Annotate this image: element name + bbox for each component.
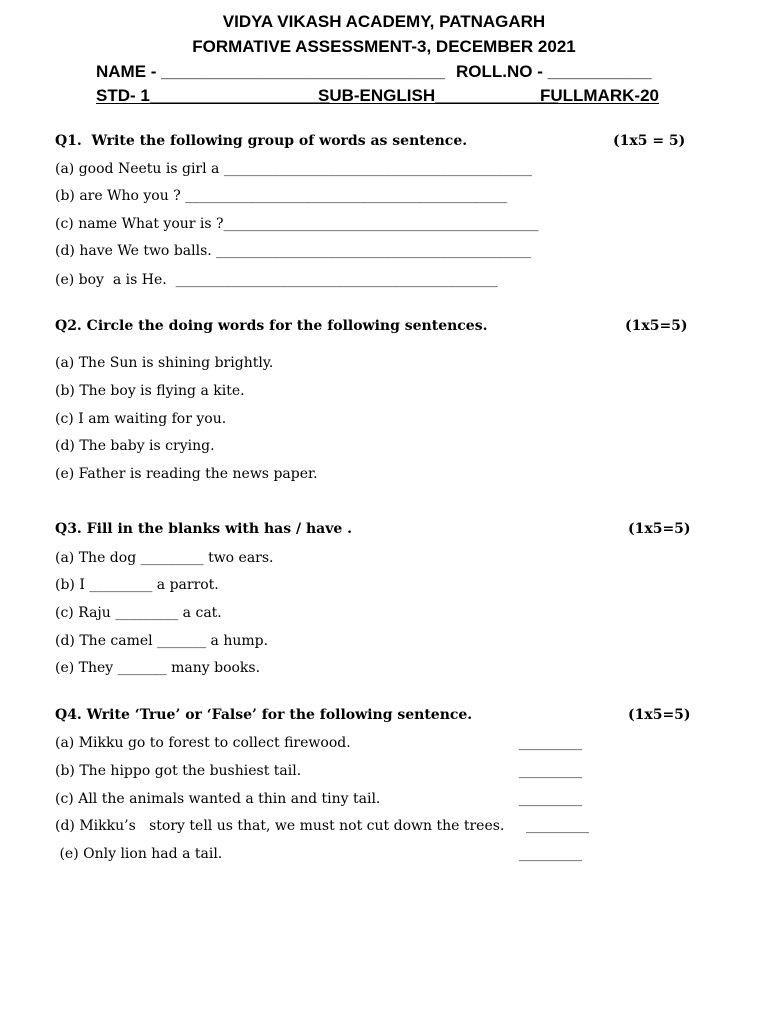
q1-title: Q1. Write the following group of words as sentence. (55, 133, 468, 149)
q2-item-e: (e) Father is reading the news paper. (55, 466, 318, 482)
q4-blank-c: _________ (519, 791, 582, 807)
q4-item-b: (b) The hippo got the bushiest tail. (55, 763, 302, 779)
q4-item-d: (d) Mikku’s story tell us that, we must not cut down the trees. (55, 818, 505, 834)
name-blank: ______________________________ (161, 62, 445, 81)
q3-title: Q3. Fill in the blanks with has / have . (55, 521, 352, 537)
q3-item-d: (d) The camel _______ a hump. (55, 633, 269, 649)
q4-item-e: (e) Only lion had a tail. (55, 846, 223, 862)
q2-item-a: (a) The Sun is shining brightly. (55, 355, 274, 371)
q3-marks: (1x5=5) (628, 521, 691, 537)
q4-blank-e: _________ (519, 846, 582, 862)
q4-blank-b: _________ (519, 763, 582, 779)
q1-item-b: (b) are Who you ? ______________________________________________ (55, 188, 508, 204)
name-field (96, 62, 445, 82)
roll-label: ROLL.NO - (456, 62, 548, 81)
std-label: STD- 1___________________ (96, 86, 330, 105)
roll-blank: ___________ (547, 62, 652, 81)
exam-title: FORMATIVE ASSESSMENT-3, DECEMBER 2021 (192, 37, 576, 56)
q3-item-a: (a) The dog _________ two ears. (55, 550, 274, 566)
q3-item-c: (c) Raju _________ a cat. (55, 605, 222, 621)
q4-title: Q4. Write ‘True’ or ‘False’ for the following sentence. (55, 707, 473, 723)
q1-item-c: (c) name What your is ?_____________________________________________ (55, 216, 539, 232)
q1-item-a: (a) good Neetu is girl a ____________________________________________ (55, 161, 532, 177)
q1-marks: (1x5 = 5) (613, 133, 686, 149)
q2-item-b: (b) The boy is flying a kite. (55, 383, 245, 399)
q2-title: Q2. Circle the doing words for the following sentences. (55, 318, 488, 334)
roll-field (456, 62, 652, 82)
q1-item-e: (e) boy a is He. ______________________________________________ (55, 272, 498, 288)
q3-item-e: (e) They _______ many books. (55, 660, 261, 676)
school-name: VIDYA VIKASH ACADEMY, PATNAGARH (222, 12, 546, 31)
q4-blank-d: _________ (526, 818, 589, 834)
q1-item-d: (d) have We two balls. _____________________________________________ (55, 243, 532, 259)
subject-label: SUB-ENGLISH_____________ (318, 86, 559, 105)
fullmark-label: FULLMARK-20 (540, 86, 659, 105)
q2-item-c: (c) I am waiting for you. (55, 411, 227, 427)
q4-blank-a: _________ (519, 735, 582, 751)
q4-item-a: (a) Mikku go to forest to collect firewood. (55, 735, 351, 751)
q4-marks: (1x5=5) (628, 707, 691, 723)
q3-item-b: (b) I _________ a parrot. (55, 577, 219, 593)
q2-item-d: (d) The baby is crying. (55, 438, 215, 454)
q2-marks: (1x5=5) (625, 318, 688, 334)
name-label: NAME - (96, 62, 162, 81)
q4-item-c: (c) All the animals wanted a thin and tiny tail. (55, 791, 381, 807)
